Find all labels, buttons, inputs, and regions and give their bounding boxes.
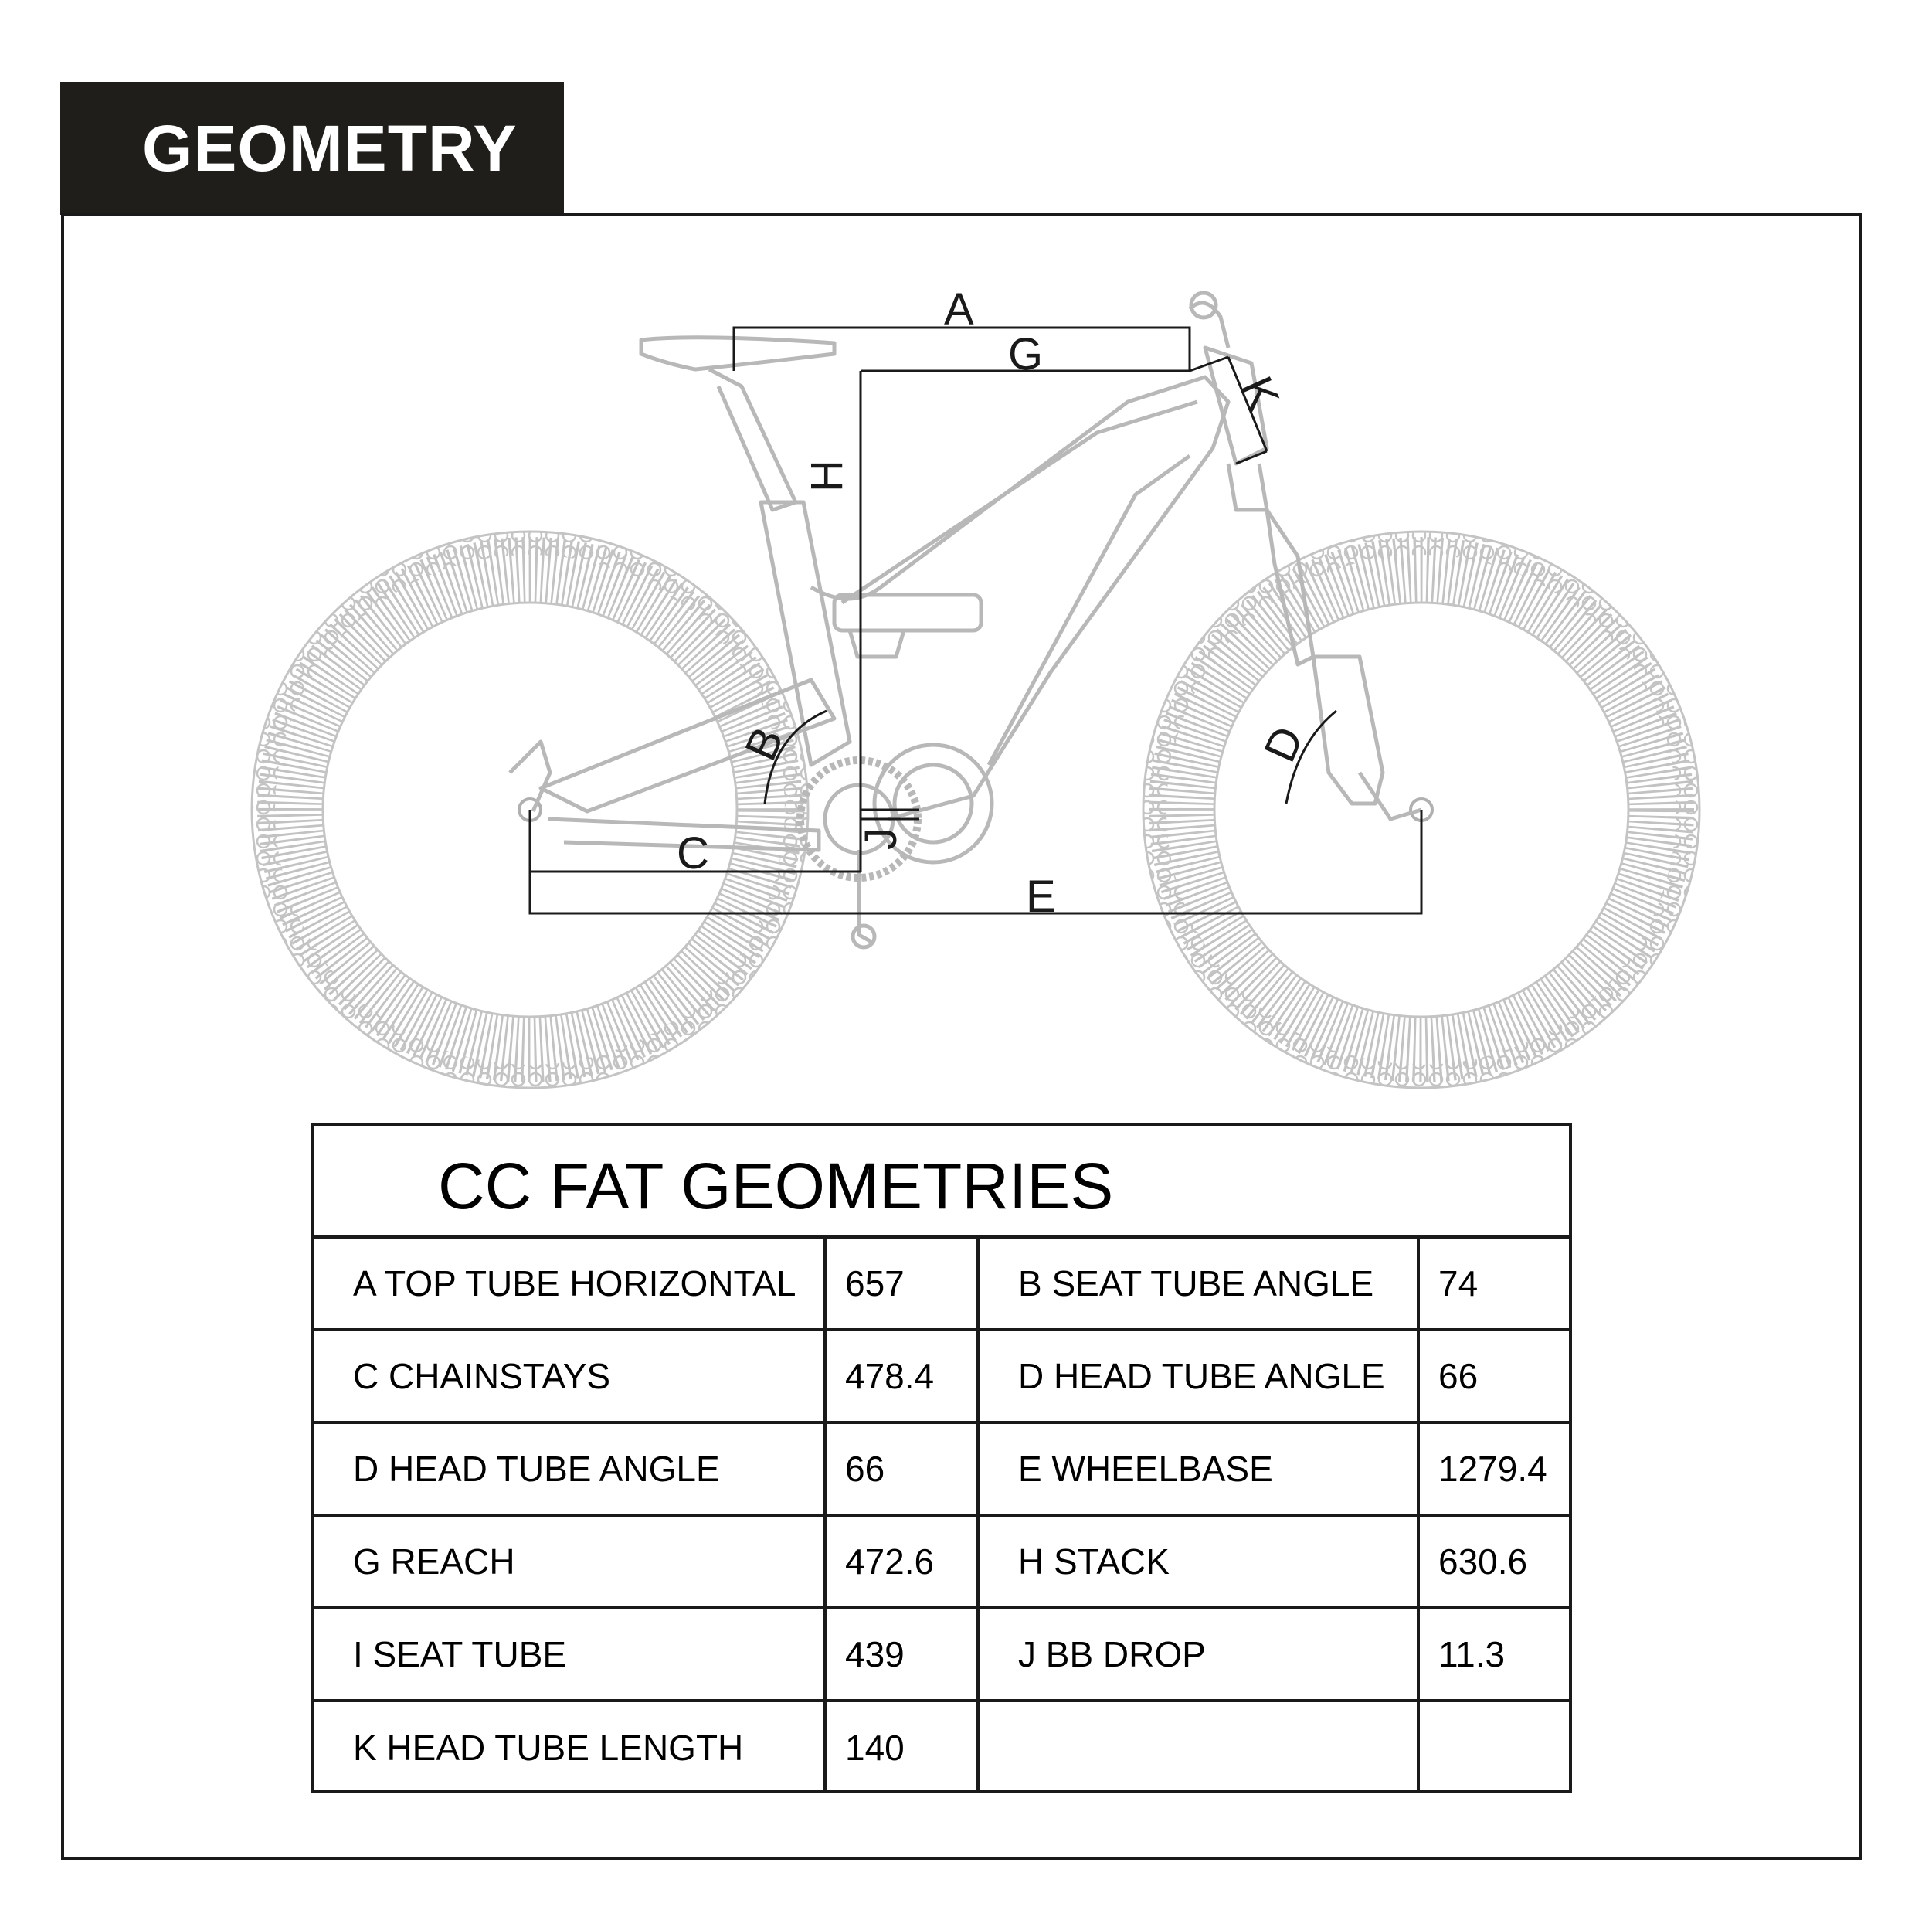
row-label: J BB DROP — [980, 1609, 1420, 1699]
row-label: D HEAD TUBE ANGLE — [314, 1424, 827, 1514]
label-k: K — [1231, 369, 1289, 417]
table-row — [314, 1424, 1569, 1517]
table-row — [314, 1702, 1569, 1793]
row-label: E WHEELBASE — [980, 1424, 1420, 1514]
table-row — [314, 1609, 1569, 1702]
row-label: K HEAD TUBE LENGTH — [314, 1702, 827, 1793]
label-c: C — [677, 828, 709, 879]
row-value: 66 — [1438, 1356, 1479, 1396]
row-label: G REACH — [314, 1517, 827, 1606]
label-j: J — [856, 828, 906, 850]
row-value — [1420, 1702, 1572, 1793]
row-value: 74 — [1438, 1263, 1479, 1303]
section-title: GEOMETRY — [142, 111, 518, 185]
label-g: G — [1008, 329, 1044, 379]
row-value: 472.6 — [827, 1517, 980, 1606]
row-value: 439 — [827, 1609, 980, 1699]
label-b: B — [735, 719, 793, 768]
geometry-table — [311, 1123, 1572, 1793]
row-value: 657 — [827, 1239, 980, 1328]
row-label: B SEAT TUBE ANGLE — [980, 1239, 1420, 1328]
row-value: 478.4 — [827, 1331, 980, 1421]
row-value: 11.3 — [1438, 1634, 1506, 1674]
label-d: D — [1254, 719, 1314, 770]
row-value: 630.6 — [1438, 1541, 1528, 1582]
row-label: C CHAINSTAYS — [314, 1331, 827, 1421]
table-row — [314, 1517, 1569, 1609]
table-title-bar — [314, 1126, 1569, 1239]
label-a: A — [944, 284, 974, 335]
row-value: 140 — [827, 1702, 980, 1793]
row-label: A TOP TUBE HORIZONTAL — [314, 1239, 827, 1328]
row-value: 66 — [827, 1424, 980, 1514]
row-label: H STACK — [980, 1517, 1420, 1606]
table-row — [314, 1331, 1569, 1424]
label-h: H — [802, 460, 852, 492]
table-title: CC FAT GEOMETRIES — [438, 1150, 1114, 1222]
table-row — [314, 1239, 1569, 1331]
row-value: 1279.4 — [1438, 1449, 1547, 1489]
label-e: E — [1026, 872, 1056, 922]
row-label: I SEAT TUBE — [314, 1609, 827, 1699]
row-label: D HEAD TUBE ANGLE — [980, 1331, 1420, 1421]
row-label — [980, 1702, 1420, 1793]
